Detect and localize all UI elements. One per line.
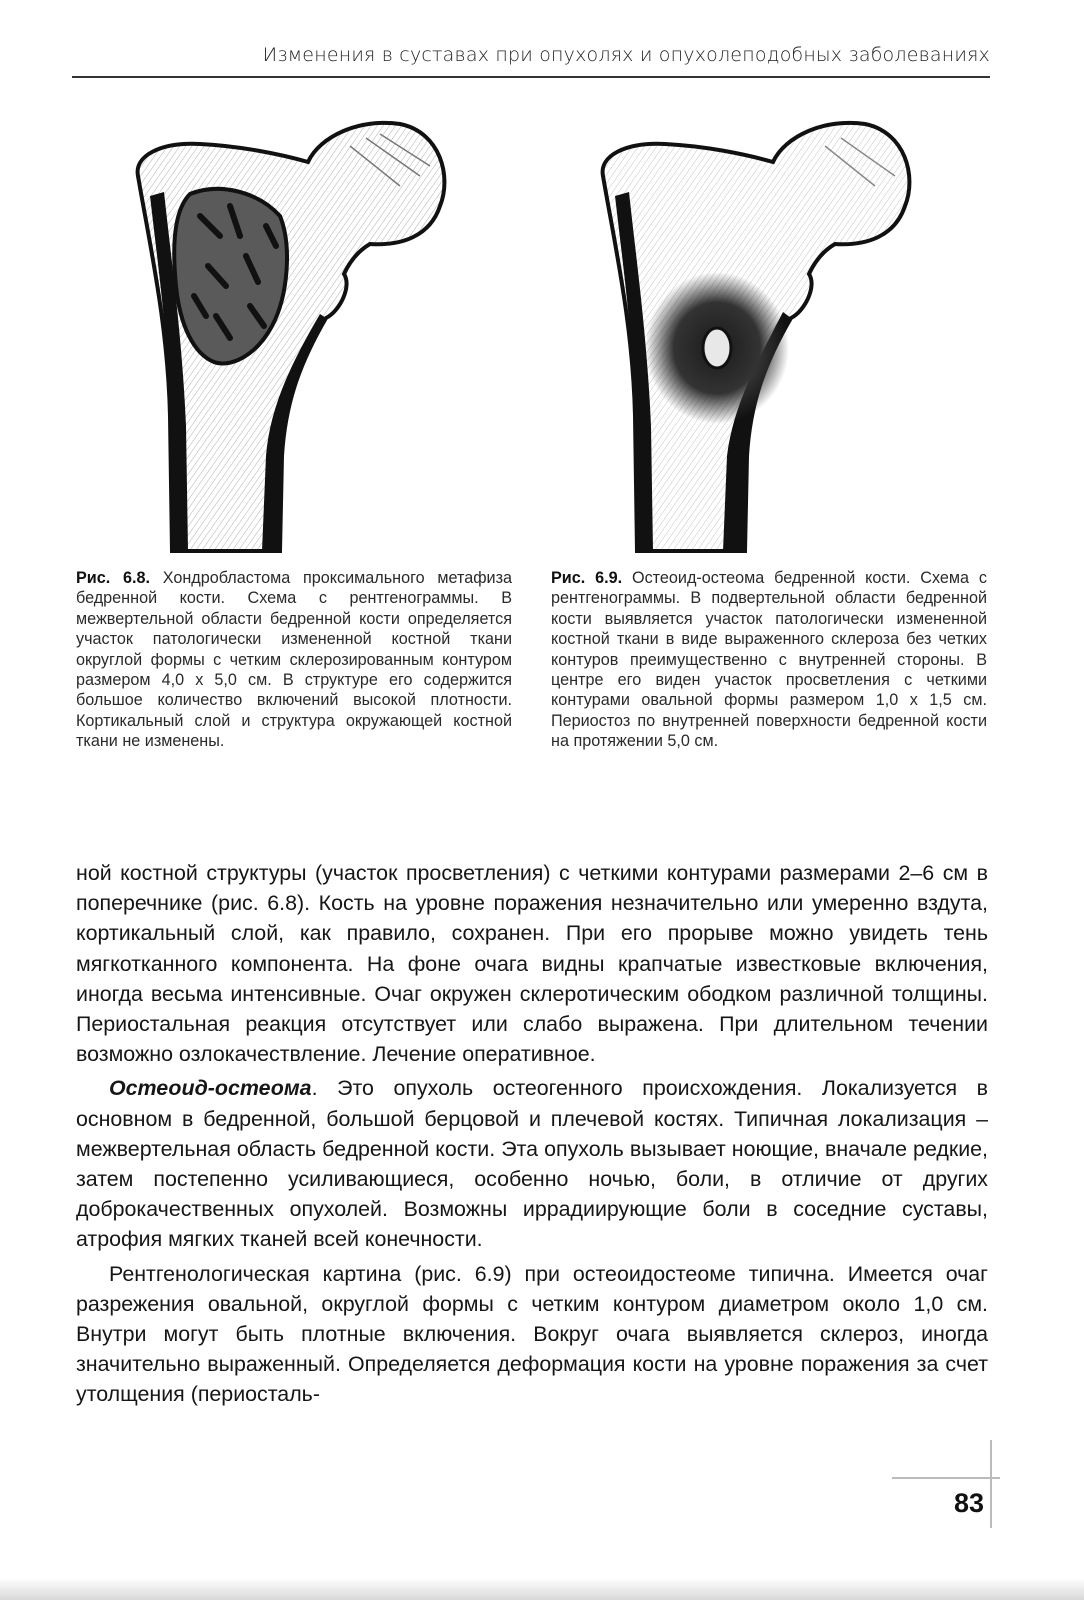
- body-paragraph-2-text: . Это опухоль остеогенного происхождения. Локализуется в основном в бедренной, большой берцовой и плечевой костях. Типичная локализация – межвертельная область бедренной кости. Эта опухоль вызывает ноющие, вначале редкие, затем постепенно усиливающиеся, особенно ночью, боли, в отличие от других доброкачественных опухолей. Возможны иррадиирующие боли в соседние суставы, атрофия мягких тканей всей конечности.: [76, 1076, 988, 1252]
- figure-6-8-caption-text: Хондробластома проксимального метафиза бедренной кости. Схема с рентгенограммы. В межвертельной области бедренной кости определяется участок патологически измененной костной ткани округлой формы с четким склерозированным контуром размером 4,0 x 5,0 см. В структуре его содержится большое количество включений высокой плотности. Кортикальный слой и структура окружающей костной ткани не изменены.: [76, 569, 512, 751]
- corner-mark-horizontal: [892, 1477, 1000, 1479]
- figure-6-9-label: Рис. 6.9.: [551, 569, 623, 587]
- femur-osteoid-osteoma-illustration: [595, 86, 925, 556]
- osteoid-osteoma-term: Остеоид-остеома: [109, 1076, 312, 1101]
- body-paragraph-2: [76, 1073, 988, 1254]
- corner-mark-vertical: [990, 1440, 992, 1528]
- figure-6-8-caption: [76, 568, 512, 752]
- femur-chondroblastoma-illustration: [130, 86, 460, 556]
- body-paragraph-1: ной костной структуры (участок просветления) с четкими контурами размерами 2–6 см в поперечнике (рис. 6.8). Кость на уровне поражения незначительно или умеренно вздута, кортикальный слой, как правило, сохранен. При его прорыве можно увидеть тень мягкотканного компонента. На фоне очага видны крапчатые известковые включения, иногда весьма интенсивные. Очаг окружен склеротическим ободком различной толщины. Периостальная реакция отсутствует или слабо выражена. При длительном течении возможно озлокачествление. Лечение оперативное.: [76, 861, 988, 1067]
- figure-6-9-caption-text: Остеоид-остеома бедренной кости. Схема с рентгенограммы. В подвертельной области бедренной кости выявляется участок патологически измененной костной ткани в виде выраженного склероза без четких контуров преимущественно с внутренней стороны. В центре его виден участок просветления с четкими контурами овальной формы размером 1,0 x 1,5 см. Периостоз по внутренней поверхности бедренной кости на протяжении 5,0 см.: [551, 569, 988, 751]
- body-text: [76, 858, 988, 1410]
- figure-6-8-label: Рис. 6.8.: [76, 569, 150, 587]
- running-header: Изменения в суставах при опухолях и опухолеподобных заболеваниях: [262, 44, 990, 66]
- page-number: 83: [953, 1488, 984, 1518]
- scan-shadow: [0, 1578, 1084, 1600]
- body-paragraph-3: Рентгенологическая картина (рис. 6.9) при остеоидостеоме типична. Имеется очаг разрежения овальной, округлой формы с четким контуром диаметром около 1,0 см. Внутри могут быть плотные включения. Вокруг очага выявляется склероз, иногда значительно выраженный. Определяется деформация кости на уровне поражения за счет утолщения (периосталь-: [76, 1261, 988, 1407]
- figure-6-9-caption: [551, 568, 987, 752]
- figure-6-8-drawing: [130, 86, 460, 556]
- figure-6-9-drawing: [595, 86, 925, 556]
- header-rule: [72, 76, 990, 78]
